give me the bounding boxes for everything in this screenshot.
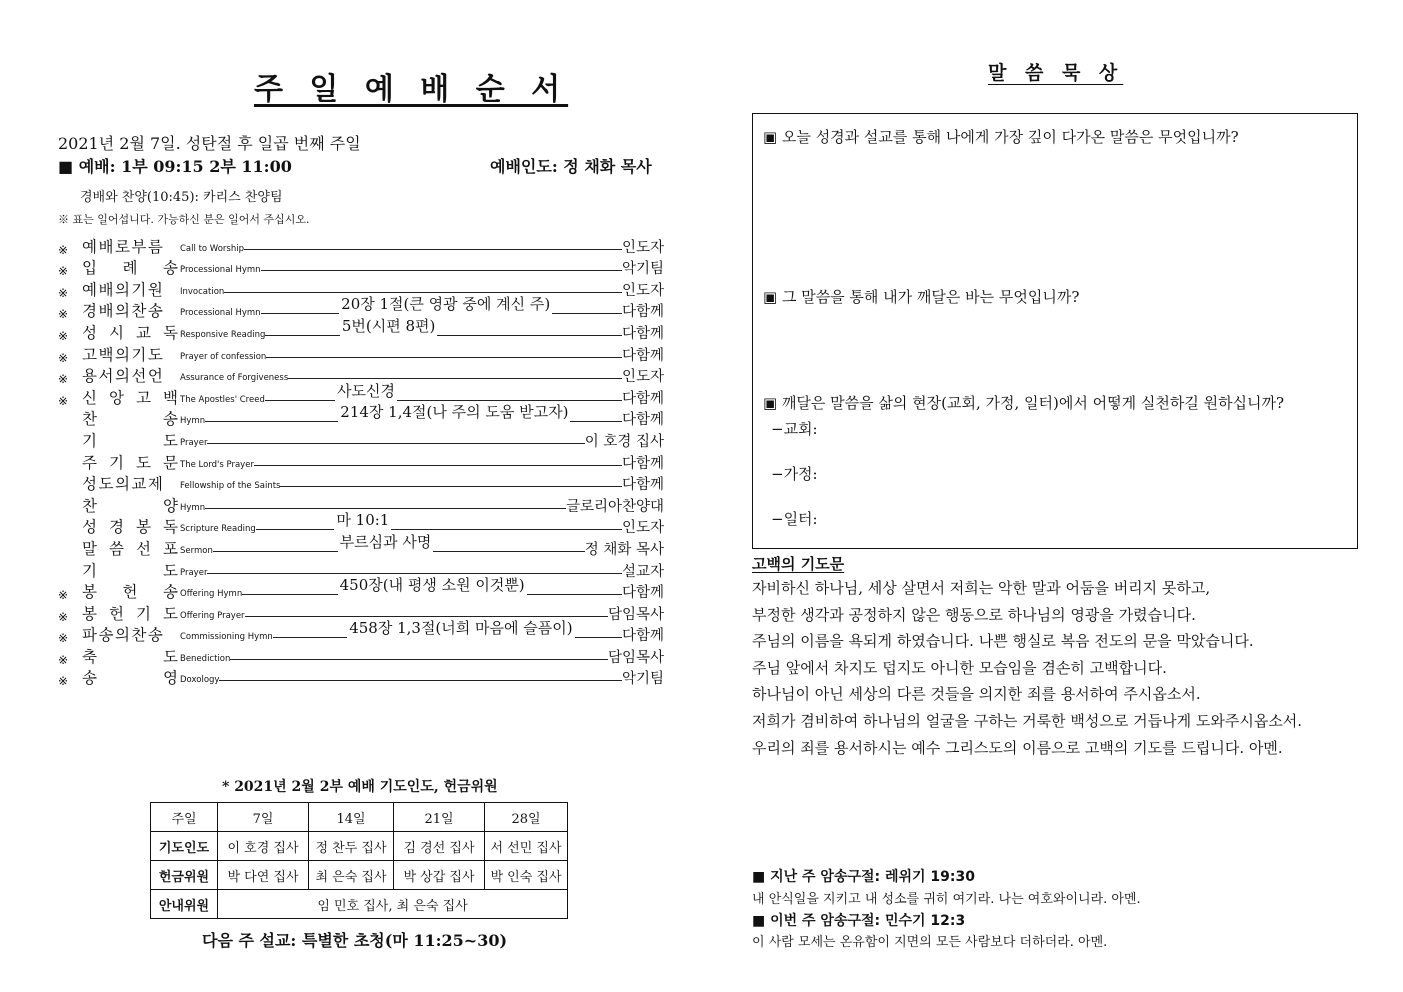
leader-line bbox=[273, 617, 622, 645]
order-item-leader: 다함께 bbox=[621, 347, 664, 364]
roster-cell: 최 은숙 집사 bbox=[309, 861, 394, 890]
order-item-english: Assurance of Forgiveness bbox=[180, 373, 289, 384]
order-item bbox=[58, 645, 664, 667]
standing-mark: ※ bbox=[58, 631, 69, 646]
order-item-title-char: 찬 bbox=[82, 410, 97, 429]
order-item-title-char: 송 bbox=[163, 410, 178, 429]
dotted-leader bbox=[205, 421, 338, 422]
meditation-question-1: ▣ 오늘 성경과 설교를 통해 나에게 가장 깊이 다가온 말씀은 무엇입니까? bbox=[763, 128, 1239, 146]
order-item-english: Prayer bbox=[180, 437, 208, 448]
praise-line: 경배와 찬양(10:45): 카리스 찬양팀 bbox=[80, 190, 283, 205]
order-item-title-char: 도 bbox=[163, 431, 178, 450]
order-item-title-char: 문 bbox=[163, 453, 178, 472]
order-item-title-char: 고 bbox=[136, 388, 151, 407]
order-item-title bbox=[82, 451, 178, 473]
roster-header-cell: 21일 bbox=[394, 803, 485, 832]
order-item-title bbox=[82, 537, 178, 559]
standing-mark: ※ bbox=[58, 328, 69, 343]
order-item-title bbox=[82, 256, 178, 278]
order-item-content: 마 10:1 bbox=[336, 511, 390, 530]
order-item-title bbox=[82, 299, 178, 321]
roster-row-label: 기도인도 bbox=[151, 832, 218, 861]
order-item-title-char: 도 bbox=[163, 647, 178, 666]
standing-mark: ※ bbox=[58, 674, 69, 689]
order-item-english: Fellowship of the Saints bbox=[180, 481, 281, 492]
order-item-title bbox=[82, 494, 178, 516]
order-item-leader: 악기팀 bbox=[621, 671, 664, 688]
order-item-english: The Apostles' Creed bbox=[180, 394, 265, 405]
leader-line bbox=[230, 659, 608, 667]
order-item bbox=[58, 235, 664, 257]
confession-line: 우리의 죄를 용서하시는 예수 그리스도의 이름으로 고백의 기도를 드립니다. 아멘. bbox=[752, 738, 1283, 757]
roster-cell: 이 호경 집사 bbox=[218, 832, 309, 861]
order-item bbox=[58, 257, 664, 279]
order-item-title-char: 례 bbox=[122, 259, 138, 278]
order-item-content: 5번(시편 8편) bbox=[341, 316, 436, 335]
confession-line: 하나님이 아닌 세상의 다른 것들을 의지한 죄를 용서하여 주시옵소서. bbox=[752, 685, 1201, 704]
order-item-title-text: 고백의기도 bbox=[82, 345, 165, 364]
leader-line bbox=[244, 249, 622, 257]
order-item-english: Commissioning Hymn bbox=[180, 632, 273, 643]
order-item-title-char: 성 bbox=[82, 323, 97, 342]
confession-title: 고백의 기도문 bbox=[752, 555, 845, 573]
roster-cell: 서 선민 집사 bbox=[485, 832, 568, 861]
confession-line: 부정한 생각과 공정하지 않은 행동으로 하나님의 영광을 가렸습니다. bbox=[752, 605, 1196, 624]
standing-mark: ※ bbox=[58, 372, 69, 387]
leader-line bbox=[254, 465, 622, 473]
order-item-english: Benediction bbox=[180, 653, 231, 664]
order-item-title-char: 봉 bbox=[82, 604, 97, 623]
standing-mark: ※ bbox=[58, 652, 69, 667]
roster-title: * 2021년 2월 2부 예배 기도인도, 헌금위원 bbox=[222, 779, 498, 795]
standing-mark: ※ bbox=[58, 307, 69, 322]
standing-mark: ※ bbox=[58, 393, 69, 408]
roster-row-prayer bbox=[151, 832, 568, 861]
order-item-title-text: 예배로부름 bbox=[82, 237, 165, 256]
order-item-title bbox=[82, 321, 178, 343]
service-times: ■ 예배: 1부 09:15 2부 11:00 bbox=[58, 157, 292, 176]
dotted-leader bbox=[273, 637, 347, 638]
order-item-content: 20장 1절(큰 영광 중에 계신 주) bbox=[341, 295, 551, 314]
order-item-content: 부르심과 사명 bbox=[339, 532, 432, 551]
roster-row-label: 헌금위원 bbox=[151, 861, 218, 890]
roster-cell: 박 다연 집사 bbox=[218, 861, 309, 890]
order-item-title-char: 독 bbox=[163, 518, 178, 537]
roster-cell: 임 민호 집사, 최 은숙 집사 bbox=[218, 890, 568, 919]
order-item-title bbox=[82, 343, 178, 365]
answer-work-label: −일터: bbox=[771, 510, 818, 528]
order-item bbox=[58, 403, 664, 430]
bulletin-title: 주 일 예 배 순 서 bbox=[254, 72, 569, 107]
order-item-leader: 다함께 bbox=[621, 412, 664, 429]
meditation-box bbox=[752, 113, 1358, 549]
standing-mark: ※ bbox=[58, 609, 69, 624]
this-week-verse-text: 이 사람 모세는 온유함이 지면의 모든 사람보다 더하더라. 아멘. bbox=[752, 935, 1108, 950]
dotted-leader bbox=[437, 335, 622, 336]
order-item-english: Offering Hymn bbox=[180, 589, 243, 600]
order-item-english: Hymn bbox=[180, 502, 206, 513]
dotted-leader bbox=[219, 680, 622, 681]
order-item-title-char: 시 bbox=[109, 323, 124, 342]
last-week-verse-text: 내 안식일을 지키고 내 성소를 귀히 여기라. 나는 여호와이니라. 아멘. bbox=[752, 892, 1141, 907]
order-item-title bbox=[82, 602, 178, 624]
leader-line bbox=[219, 680, 622, 688]
order-item-english: Call to Worship bbox=[180, 243, 244, 254]
order-item-leader: 인도자 bbox=[621, 282, 664, 299]
order-item-english: Responsive Reading bbox=[180, 329, 266, 340]
order-item-leader: 다함께 bbox=[621, 390, 664, 407]
order-item-leader: 이 호경 집사 bbox=[584, 433, 664, 450]
meditation-question-3: ▣ 깨달은 말씀을 삶의 현장(교회, 가정, 일터)에서 어떻게 실천하길 원하십니까? bbox=[763, 394, 1285, 412]
order-item-title-char: 주 bbox=[82, 453, 97, 472]
order-item bbox=[58, 619, 664, 646]
dotted-leader bbox=[575, 637, 622, 638]
order-item-title-char: 영 bbox=[163, 669, 178, 688]
order-item-title-char: 봉 bbox=[82, 583, 97, 602]
order-item-english: Processional Hymn bbox=[180, 265, 261, 276]
order-item-content: 458장 1,3절(너희 마음에 슬픔이) bbox=[349, 619, 573, 638]
roster-header-cell: 14일 bbox=[309, 803, 394, 832]
order-item-title-char: 도 bbox=[163, 604, 178, 623]
roster-cell: 정 찬두 집사 bbox=[309, 832, 394, 861]
order-item-title-text: 경배의찬송 bbox=[82, 302, 165, 321]
order-item-leader: 다함께 bbox=[621, 455, 664, 472]
order-item-title-char: 송 bbox=[163, 583, 178, 602]
roster-row-label: 안내위원 bbox=[151, 890, 218, 919]
answer-home-label: −가정: bbox=[771, 465, 818, 483]
leader-line bbox=[242, 574, 622, 602]
confession-prayer bbox=[752, 575, 1302, 761]
dotted-leader bbox=[527, 594, 622, 595]
order-item-title-char: 씀 bbox=[109, 539, 124, 558]
leader-line bbox=[261, 270, 622, 278]
order-item-title-text: 성도의교제 bbox=[82, 475, 165, 494]
order-item-english: Sermon bbox=[180, 545, 213, 556]
date-line: 2021년 2월 7일. 성탄절 후 일곱 번째 주일 bbox=[58, 134, 361, 153]
order-item-title bbox=[82, 472, 178, 494]
dotted-leader bbox=[244, 249, 622, 250]
dotted-leader bbox=[261, 270, 622, 271]
order-item-content: 450장(내 평생 소원 이것뿐) bbox=[339, 576, 525, 595]
order-item-title-char: 기 bbox=[82, 561, 97, 580]
next-sermon: 다음 주 설교: 특별한 초청(마 11:25~30) bbox=[202, 931, 508, 950]
order-item-content: 사도신경 bbox=[337, 381, 395, 400]
order-item-english: Invocation bbox=[180, 286, 225, 297]
order-item-title-char: 경 bbox=[109, 518, 124, 537]
order-item-title bbox=[82, 645, 178, 667]
confession-line: 자비하신 하나님, 세상 살면서 저희는 악한 말과 어둠을 버리지 못하고, bbox=[752, 579, 1211, 597]
roster-header-cell: 28일 bbox=[485, 803, 568, 832]
standing-mark: ※ bbox=[58, 588, 69, 603]
order-item-english: Doxology bbox=[180, 675, 220, 686]
order-item-title-text: 파송의찬송 bbox=[82, 626, 165, 645]
dotted-leader bbox=[570, 421, 622, 422]
order-item-leader: 다함께 bbox=[621, 325, 664, 342]
roster-cell: 박 상갑 집사 bbox=[394, 861, 485, 890]
order-item-title bbox=[82, 515, 178, 537]
standing-mark: ※ bbox=[58, 264, 69, 279]
leader-line bbox=[207, 443, 584, 451]
order-item-leader: 정 채화 목사 bbox=[584, 541, 664, 558]
leader-line bbox=[205, 401, 622, 429]
order-of-worship bbox=[58, 235, 664, 688]
order-item-leader: 설교자 bbox=[621, 563, 664, 580]
answer-church-label: −교회: bbox=[771, 420, 818, 438]
order-item-english: Scripture Reading bbox=[180, 524, 256, 535]
order-item-title-text: 용서의선언 bbox=[82, 367, 165, 386]
dotted-leader bbox=[230, 659, 608, 660]
order-item-leader: 인도자 bbox=[621, 520, 664, 537]
order-item-title bbox=[82, 386, 178, 408]
order-item-title bbox=[82, 559, 178, 581]
order-item-english: Offering Prayer bbox=[180, 610, 245, 621]
order-item-title-char: 선 bbox=[136, 539, 151, 558]
order-item-leader: 담임목사 bbox=[607, 649, 664, 666]
order-item-leader: 담임목사 bbox=[607, 606, 664, 623]
order-item-title-char: 성 bbox=[82, 518, 97, 537]
order-item-leader: 글로리아찬양대 bbox=[565, 498, 664, 515]
order-item-english: Processional Hymn bbox=[180, 308, 261, 319]
order-item-title-char: 기 bbox=[109, 453, 124, 472]
standing-mark: ※ bbox=[58, 285, 69, 300]
roster-header-cell: 7일 bbox=[218, 803, 309, 832]
order-item-title-char: 헌 bbox=[109, 604, 124, 623]
order-item-title-text: 예배의기원 bbox=[82, 280, 165, 299]
dotted-leader bbox=[266, 357, 622, 358]
order-item-title-char: 말 bbox=[82, 539, 97, 558]
standing-mark: ※ bbox=[58, 242, 69, 257]
leader-line bbox=[213, 531, 585, 559]
dotted-leader bbox=[213, 551, 338, 552]
standing-mark: ※ bbox=[58, 350, 69, 365]
leader-line bbox=[266, 357, 622, 365]
order-item-content: 214장 1,4절(나 주의 도움 받고자) bbox=[340, 403, 569, 422]
order-item-title-char: 독 bbox=[163, 323, 178, 342]
dotted-leader bbox=[254, 465, 622, 466]
order-item-leader: 다함께 bbox=[621, 304, 664, 321]
order-item-title-char: 포 bbox=[163, 539, 178, 558]
stand-note: ※ 표는 일어섭니다. 가능하신 분은 일어서 주십시오. bbox=[58, 213, 310, 226]
confession-line: 주님 앞에서 차지도 덥지도 아니한 모습임을 겸손히 고백합니다. bbox=[752, 658, 1167, 677]
leader-line bbox=[265, 315, 622, 343]
order-item-title-char: 봉 bbox=[136, 518, 151, 537]
roster-header-row bbox=[151, 803, 568, 832]
this-week-verse-heading: ■ 이번 주 암송구절: 민수기 12:3 bbox=[752, 913, 966, 929]
order-item-title bbox=[82, 623, 178, 645]
order-item-title-char: 찬 bbox=[82, 496, 97, 515]
last-week-verse-heading: ■ 지난 주 암송구절: 레위기 19:30 bbox=[752, 869, 975, 885]
confession-line: 저희가 겸비하여 하나님의 얼굴을 구하는 거룩한 백성으로 거듭나게 도와주시옵소서. bbox=[752, 711, 1303, 730]
order-item-leader: 인도자 bbox=[621, 239, 664, 256]
order-item-title bbox=[82, 429, 178, 451]
order-item-english: The Lord's Prayer bbox=[180, 459, 254, 470]
roster-cell: 박 인숙 집사 bbox=[485, 861, 568, 890]
meditation-title: 말 씀 묵 상 bbox=[988, 62, 1124, 84]
order-item-english: Prayer bbox=[180, 567, 208, 578]
dotted-leader bbox=[280, 486, 622, 487]
order-item bbox=[58, 429, 664, 451]
order-item-title bbox=[82, 666, 178, 688]
order-item-title-char: 입 bbox=[82, 259, 97, 278]
order-item-title-char: 도 bbox=[136, 453, 151, 472]
order-item-title bbox=[82, 364, 178, 386]
meditation-question-2: ▣ 그 말씀을 통해 내가 깨달은 바는 무엇입니까? bbox=[763, 288, 1080, 306]
order-item-title bbox=[82, 235, 178, 257]
order-item-title-char: 양 bbox=[163, 496, 178, 515]
dotted-leader bbox=[242, 594, 337, 595]
confession-line: 주님의 이름을 욕되게 하였습니다. 나쁜 행실로 복음 전도의 문을 막았습니다. bbox=[752, 632, 1254, 651]
order-item-title bbox=[82, 580, 178, 602]
order-item-leader: 다함께 bbox=[621, 477, 664, 494]
order-item-title-char: 도 bbox=[163, 561, 178, 580]
order-item-leader: 다함께 bbox=[621, 585, 664, 602]
order-item-title-char: 백 bbox=[163, 388, 178, 407]
order-item-leader: 악기팀 bbox=[621, 261, 664, 278]
service-leader: 예배인도: 정 채화 목사 bbox=[490, 157, 652, 176]
order-item-title-char: 송 bbox=[82, 669, 97, 688]
order-item-english: Hymn bbox=[180, 416, 206, 427]
order-item-english: Prayer of confession bbox=[180, 351, 267, 362]
order-item-title bbox=[82, 407, 178, 429]
order-item-title-char: 앙 bbox=[109, 388, 124, 407]
order-item bbox=[58, 667, 664, 689]
order-item-title-char: 신 bbox=[82, 388, 97, 407]
order-item bbox=[58, 532, 664, 559]
order-item-title-char: 교 bbox=[136, 323, 151, 342]
order-item bbox=[58, 343, 664, 365]
roster-row-offering bbox=[151, 861, 568, 890]
order-item-title-char: 기 bbox=[82, 431, 97, 450]
dotted-leader bbox=[433, 551, 584, 552]
order-item-title-char: 기 bbox=[136, 604, 151, 623]
order-item bbox=[58, 576, 664, 603]
leader-line bbox=[280, 486, 622, 494]
order-item bbox=[58, 473, 664, 495]
roster-row-usher bbox=[151, 890, 568, 919]
dotted-leader bbox=[265, 335, 339, 336]
roster-header-cell: 주일 bbox=[151, 803, 218, 832]
order-item bbox=[58, 316, 664, 343]
dotted-leader bbox=[207, 443, 584, 444]
order-item-title-char: 축 bbox=[82, 647, 97, 666]
order-item-leader: 인도자 bbox=[621, 369, 664, 386]
roster-table bbox=[150, 802, 568, 919]
roster-cell: 김 경선 집사 bbox=[394, 832, 485, 861]
order-item-title-char: 헌 bbox=[122, 583, 138, 602]
order-item-title-char: 송 bbox=[163, 259, 178, 278]
order-item-title bbox=[82, 278, 178, 300]
order-item bbox=[58, 451, 664, 473]
order-item-leader: 다함께 bbox=[621, 628, 664, 645]
